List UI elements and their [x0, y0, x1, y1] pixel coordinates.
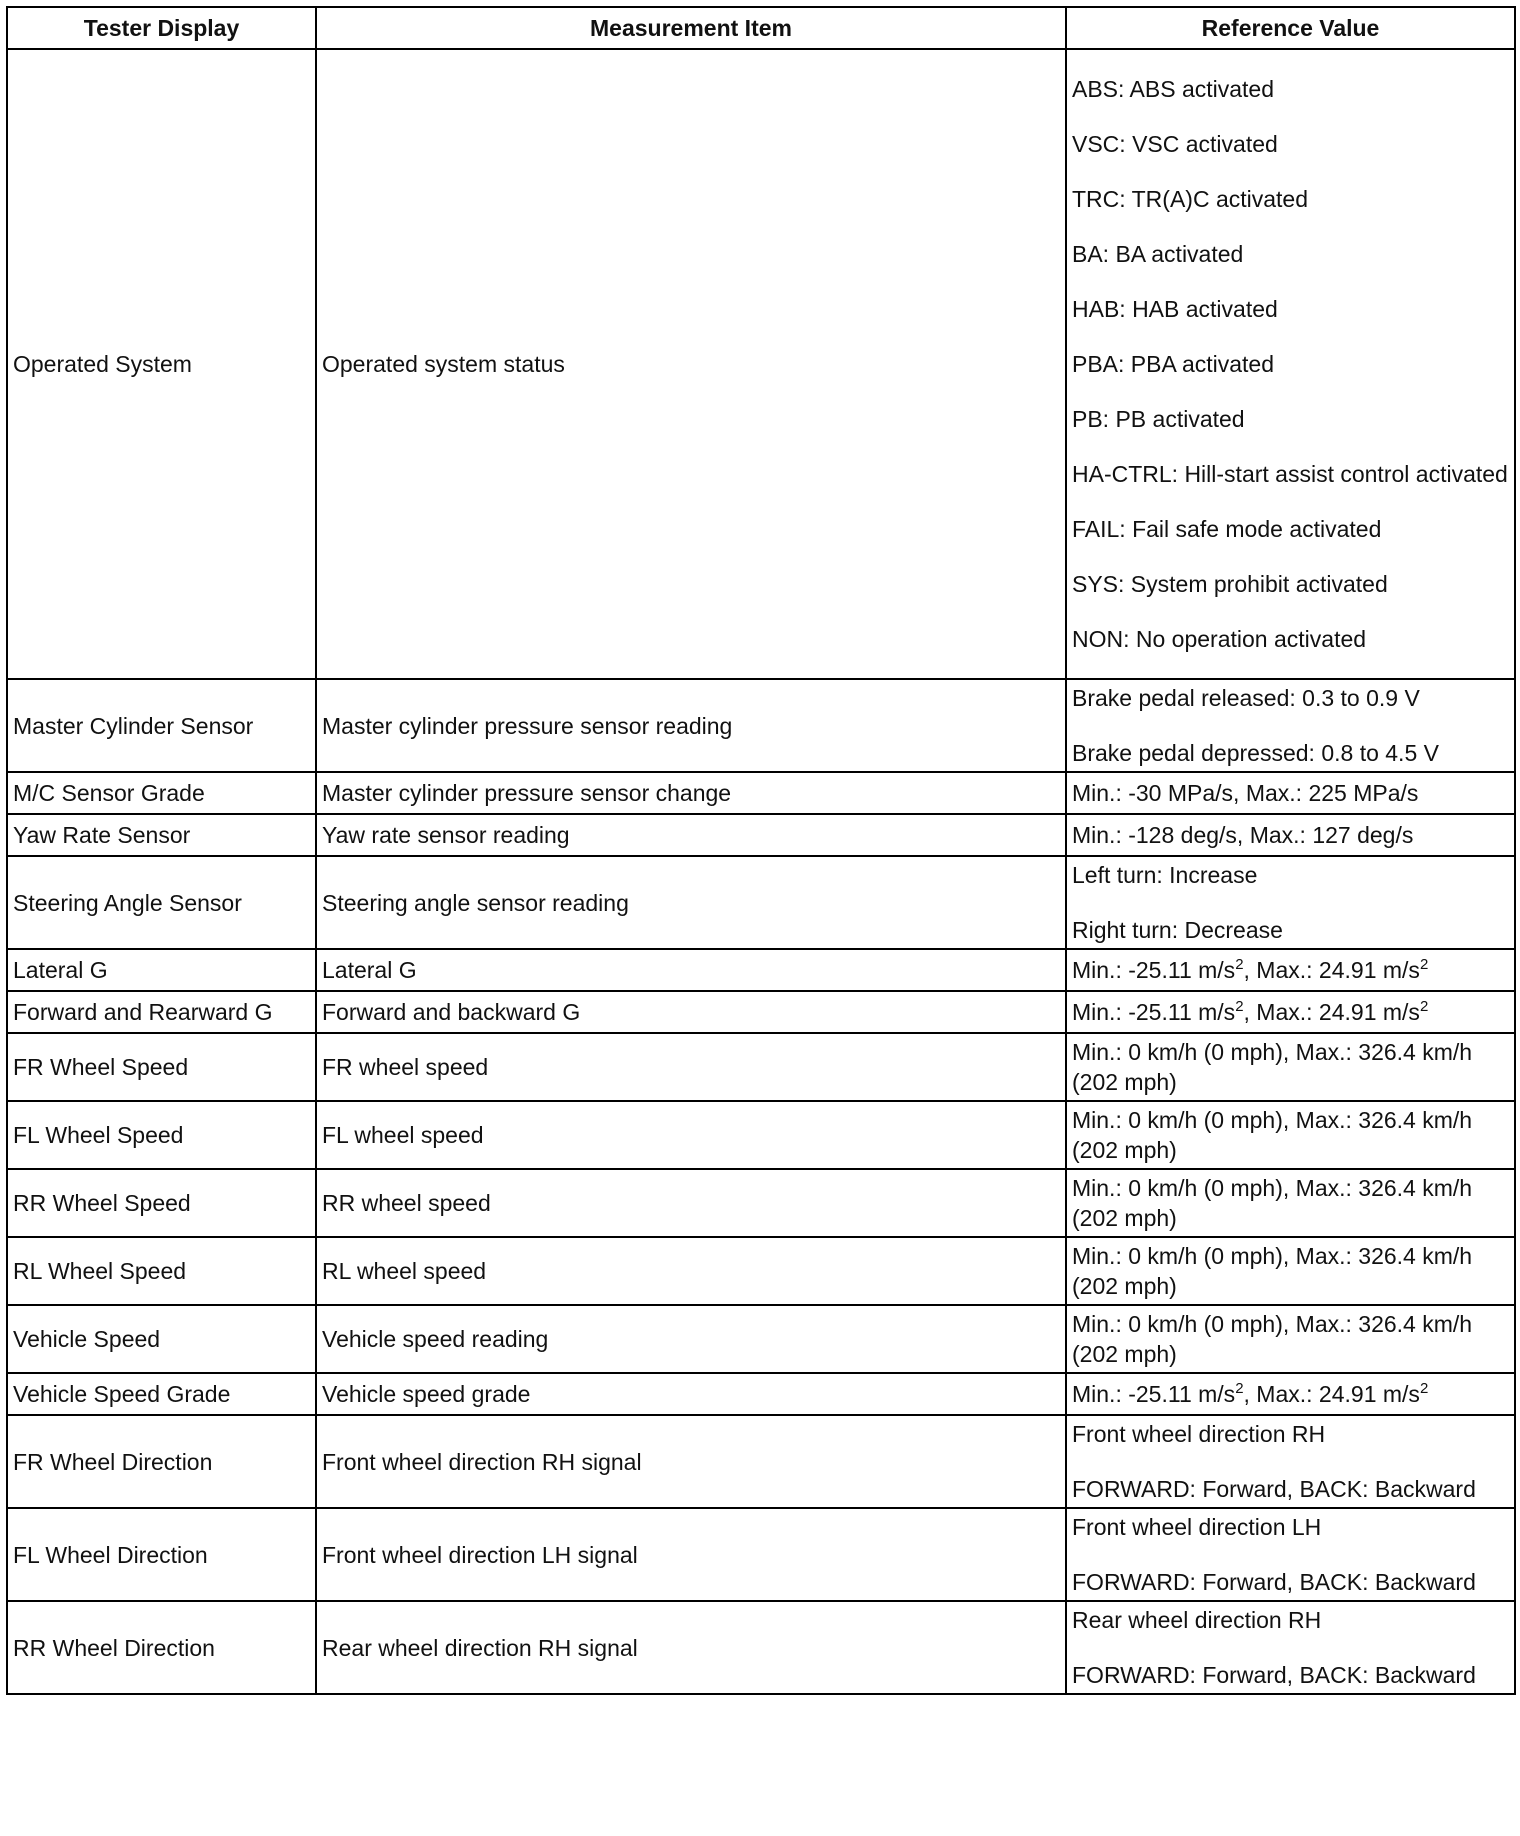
- unit-exponent: 2: [1419, 1380, 1429, 1397]
- tester-display-cell: Steering Angle Sensor: [7, 856, 316, 949]
- measurement-item-cell: Master cylinder pressure sensor reading: [316, 679, 1066, 772]
- reference-value-line: HA-CTRL: Hill-start assist control activated: [1072, 461, 1508, 487]
- reference-value-line: SYS: System prohibit activated: [1072, 571, 1388, 597]
- reference-value-line: VSC: VSC activated: [1072, 131, 1278, 157]
- data-list-table: [6, 6, 1516, 1695]
- reference-value-line: PBA: PBA activated: [1072, 351, 1275, 377]
- measurement-item-cell: RR wheel speed: [316, 1169, 1066, 1237]
- reference-value-line: FORWARD: Forward, BACK: Backward: [1072, 1569, 1476, 1595]
- reference-value-line: FORWARD: Forward, BACK: Backward: [1072, 1662, 1476, 1688]
- table-row: [7, 1415, 1515, 1508]
- header-reference-value: Reference Value: [1066, 7, 1515, 49]
- header-measurement-item: Measurement Item: [316, 7, 1066, 49]
- reference-max-text: , Max.: 24.91 m/s: [1243, 1381, 1420, 1407]
- tester-display-cell: Operated System: [7, 49, 316, 679]
- reference-value-line: Brake pedal depressed: 0.8 to 4.5 V: [1072, 740, 1439, 766]
- header-tester-display: Tester Display: [7, 7, 316, 49]
- reference-value-line: Min.: 0 km/h (0 mph), Max.: 326.4 km/h (202 mph): [1072, 1243, 1473, 1299]
- table-row: [7, 949, 1515, 991]
- reference-max-text: , Max.: 24.91 m/s: [1243, 999, 1420, 1025]
- measurement-item-cell: Master cylinder pressure sensor change: [316, 772, 1066, 814]
- reference-value-line: Min.: -128 deg/s, Max.: 127 deg/s: [1072, 822, 1414, 848]
- reference-value-cell: [1066, 814, 1515, 856]
- measurement-item-cell: Yaw rate sensor reading: [316, 814, 1066, 856]
- reference-value-line: FAIL: Fail safe mode activated: [1072, 516, 1382, 542]
- reference-value-line: BA: BA activated: [1072, 241, 1244, 267]
- reference-value-line: Left turn: Increase: [1072, 862, 1258, 888]
- reference-value-cell: [1066, 1508, 1515, 1601]
- data-list-sheet: [6, 6, 1514, 1695]
- measurement-item-cell: RL wheel speed: [316, 1237, 1066, 1305]
- table-row: [7, 1508, 1515, 1601]
- reference-value-line: Rear wheel direction RH: [1072, 1607, 1322, 1633]
- tester-display-cell: RL Wheel Speed: [7, 1237, 316, 1305]
- reference-value-line: Min.: 0 km/h (0 mph), Max.: 326.4 km/h (202 mph): [1072, 1175, 1473, 1231]
- tester-display-cell: RR Wheel Speed: [7, 1169, 316, 1237]
- table-row: [7, 991, 1515, 1033]
- tester-display-cell: FL Wheel Direction: [7, 1508, 316, 1601]
- table-row: [7, 1033, 1515, 1101]
- reference-value-cell: [1066, 1101, 1515, 1169]
- measurement-item-cell: Vehicle speed reading: [316, 1305, 1066, 1373]
- reference-value-cell: [1066, 1601, 1515, 1694]
- reference-value-cell: [1066, 772, 1515, 814]
- reference-min-text: Min.: -25.11 m/s: [1072, 999, 1236, 1025]
- table-row: [7, 856, 1515, 949]
- table-row: [7, 1169, 1515, 1237]
- unit-exponent: 2: [1419, 998, 1429, 1015]
- reference-value-cell: [1066, 49, 1515, 679]
- measurement-item-cell: FR wheel speed: [316, 1033, 1066, 1101]
- table-row: [7, 814, 1515, 856]
- reference-value-line: ABS: ABS activated: [1072, 76, 1275, 102]
- tester-display-cell: FR Wheel Direction: [7, 1415, 316, 1508]
- table-row: [7, 1373, 1515, 1415]
- reference-value-line: Front wheel direction RH: [1072, 1421, 1326, 1447]
- reference-value-cell: [1066, 856, 1515, 949]
- reference-value-line: Min.: 0 km/h (0 mph), Max.: 326.4 km/h (202 mph): [1072, 1039, 1473, 1095]
- unit-exponent: 2: [1419, 956, 1429, 973]
- reference-max-text: , Max.: 24.91 m/s: [1243, 957, 1420, 983]
- tester-display-cell: Yaw Rate Sensor: [7, 814, 316, 856]
- measurement-item-cell: Forward and backward G: [316, 991, 1066, 1033]
- reference-value-line: HAB: HAB activated: [1072, 296, 1278, 322]
- reference-value-cell: [1066, 1033, 1515, 1101]
- reference-value-line: FORWARD: Forward, BACK: Backward: [1072, 1476, 1476, 1502]
- unit-exponent: 2: [1235, 956, 1244, 973]
- reference-value-line: Min.: 0 km/h (0 mph), Max.: 326.4 km/h (202 mph): [1072, 1311, 1473, 1367]
- tester-display-cell: Forward and Rearward G: [7, 991, 316, 1033]
- reference-min-text: Min.: -25.11 m/s: [1072, 1381, 1236, 1407]
- tester-display-cell: FL Wheel Speed: [7, 1101, 316, 1169]
- unit-exponent: 2: [1235, 1380, 1244, 1397]
- reference-value-cell: [1066, 1373, 1515, 1415]
- header-row: [7, 7, 1515, 49]
- reference-value-line: PB: PB activated: [1072, 406, 1245, 432]
- table-row: [7, 772, 1515, 814]
- table-row: [7, 1237, 1515, 1305]
- reference-value-line: Right turn: Decrease: [1072, 917, 1283, 943]
- table-row: [7, 1101, 1515, 1169]
- reference-value-cell: [1066, 1169, 1515, 1237]
- table-row: [7, 49, 1515, 679]
- tester-display-cell: Vehicle Speed: [7, 1305, 316, 1373]
- measurement-item-cell: Rear wheel direction RH signal: [316, 1601, 1066, 1694]
- table-row: [7, 679, 1515, 772]
- reference-value-line: Min.: 0 km/h (0 mph), Max.: 326.4 km/h (202 mph): [1072, 1107, 1473, 1163]
- measurement-item-cell: Vehicle speed grade: [316, 1373, 1066, 1415]
- unit-exponent: 2: [1235, 998, 1244, 1015]
- tester-display-cell: M/C Sensor Grade: [7, 772, 316, 814]
- table-body: [7, 49, 1515, 1694]
- reference-value-cell: [1066, 1305, 1515, 1373]
- reference-value-line: Front wheel direction LH: [1072, 1514, 1322, 1540]
- reference-value-cell: [1066, 991, 1515, 1033]
- table-row: [7, 1305, 1515, 1373]
- measurement-item-cell: Front wheel direction LH signal: [316, 1508, 1066, 1601]
- tester-display-cell: Vehicle Speed Grade: [7, 1373, 316, 1415]
- measurement-item-cell: FL wheel speed: [316, 1101, 1066, 1169]
- measurement-item-cell: Lateral G: [316, 949, 1066, 991]
- reference-value-cell: [1066, 949, 1515, 991]
- measurement-item-cell: Front wheel direction RH signal: [316, 1415, 1066, 1508]
- table-row: [7, 1601, 1515, 1694]
- reference-min-text: Min.: -25.11 m/s: [1072, 957, 1236, 983]
- tester-display-cell: Master Cylinder Sensor: [7, 679, 316, 772]
- tester-display-cell: RR Wheel Direction: [7, 1601, 316, 1694]
- reference-value-cell: [1066, 1415, 1515, 1508]
- tester-display-cell: Lateral G: [7, 949, 316, 991]
- tester-display-cell: FR Wheel Speed: [7, 1033, 316, 1101]
- reference-value-line: Brake pedal released: 0.3 to 0.9 V: [1072, 685, 1420, 711]
- reference-value-cell: [1066, 1237, 1515, 1305]
- reference-value-line: TRC: TR(A)C activated: [1072, 186, 1309, 212]
- reference-value-line: NON: No operation activated: [1072, 626, 1367, 652]
- measurement-item-cell: Steering angle sensor reading: [316, 856, 1066, 949]
- reference-value-cell: [1066, 679, 1515, 772]
- reference-value-line: Min.: -30 MPa/s, Max.: 225 MPa/s: [1072, 780, 1419, 806]
- measurement-item-cell: Operated system status: [316, 49, 1066, 679]
